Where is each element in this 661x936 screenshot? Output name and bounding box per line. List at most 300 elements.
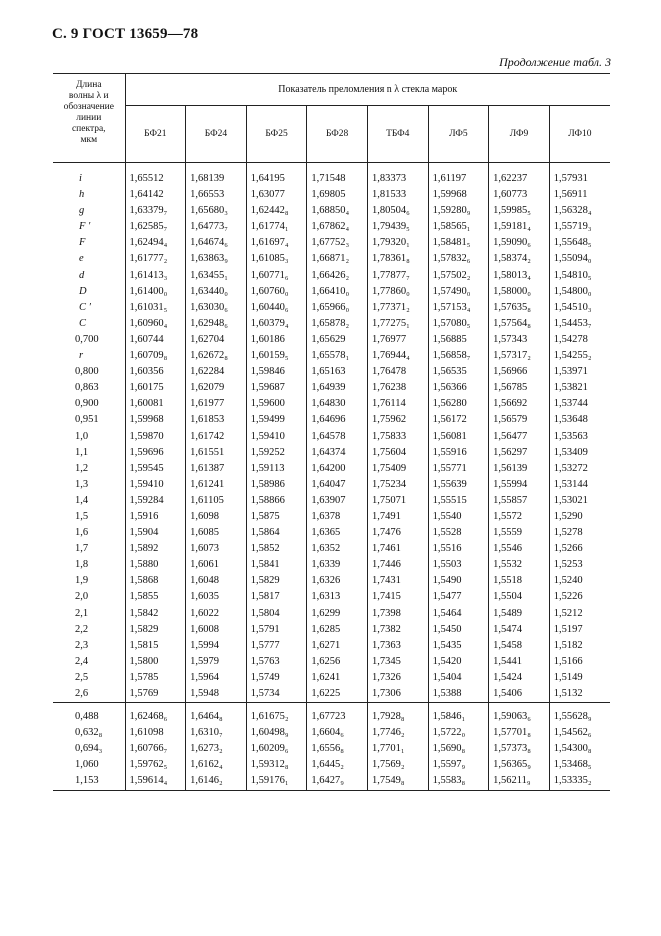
index-value-cell: 1,62079 bbox=[186, 380, 247, 396]
index-value-cell: 1,5435 bbox=[428, 638, 489, 654]
index-value-cell: 1,5240 bbox=[553, 575, 583, 587]
index-value-cell: 1,5490 bbox=[428, 573, 489, 589]
index-value-cell: 1,55094₀ bbox=[553, 253, 592, 265]
index-value-cell: 1,79320₁ bbox=[367, 235, 428, 251]
index-value-cell: 1,60960₄ bbox=[125, 316, 186, 332]
wavelength-cell: 1,5 bbox=[53, 509, 125, 525]
index-value-cell: 1,5800 bbox=[125, 654, 186, 670]
wavelength-cell: 2,3 bbox=[53, 638, 125, 654]
index-value-cell: 1,7446 bbox=[367, 557, 428, 573]
index-value-cell: 1,65578₁ bbox=[307, 348, 368, 364]
index-value-cell: 1,58866 bbox=[246, 493, 307, 509]
index-value-cell: 1,59284 bbox=[125, 493, 186, 509]
index-value-cell: 1,5388 bbox=[428, 686, 489, 703]
index-value-cell: 1,61031₅ bbox=[125, 300, 186, 316]
index-value-cell: 1,54255₂ bbox=[553, 350, 592, 362]
index-value-cell: 1,59312₈ bbox=[246, 757, 307, 773]
index-value-cell: 1,6073 bbox=[186, 541, 247, 557]
table-row bbox=[53, 364, 610, 380]
index-value-cell: 1,77860₀ bbox=[367, 284, 428, 300]
table-row bbox=[53, 268, 610, 284]
glass-header: ЛФ10 bbox=[549, 106, 610, 163]
index-value-cell: 1,6241 bbox=[307, 670, 368, 686]
wavelength-cell: 0,488 bbox=[53, 709, 125, 725]
index-value-cell: 1,63030₆ bbox=[186, 300, 247, 316]
index-value-cell: 1,57564₈ bbox=[489, 316, 550, 332]
index-value-cell: 1,55771 bbox=[428, 461, 489, 477]
index-value-cell: 1,60744 bbox=[125, 332, 186, 348]
index-value-cell: 1,62468₆ bbox=[125, 709, 186, 725]
table-row bbox=[53, 380, 610, 396]
wavelength-cell: i bbox=[53, 171, 125, 187]
index-value-cell: 1,5864 bbox=[246, 525, 307, 541]
wavelength-cell: D bbox=[53, 284, 125, 300]
index-value-cell: 1,5749 bbox=[246, 670, 307, 686]
index-value-cell: 1,59181₄ bbox=[489, 219, 550, 235]
index-value-cell: 1,6035 bbox=[186, 589, 247, 605]
index-value-cell: 1,59252 bbox=[246, 445, 307, 461]
wavelength-cell: F bbox=[53, 235, 125, 251]
index-value-cell: 1,56365₉ bbox=[489, 757, 550, 773]
table-row bbox=[53, 445, 610, 461]
index-value-cell: 1,53144 bbox=[553, 478, 588, 490]
index-value-cell: 1,6445₂ bbox=[307, 757, 368, 773]
index-value-cell: 1,5404 bbox=[428, 670, 489, 686]
index-value-cell: 1,57635₈ bbox=[489, 300, 550, 316]
index-value-cell: 1,5197 bbox=[553, 623, 583, 635]
index-value-cell: 1,7363 bbox=[367, 638, 428, 654]
index-value-cell: 1,60766₇ bbox=[125, 741, 186, 757]
index-value-cell: 1,5597₉ bbox=[428, 757, 489, 773]
index-value-cell: 1,56172 bbox=[428, 412, 489, 428]
index-value-cell: 1,61675₂ bbox=[246, 709, 307, 725]
wavelength-cell: e bbox=[53, 251, 125, 267]
index-value-cell: 1,6339 bbox=[307, 557, 368, 573]
index-value-cell: 1,68139 bbox=[186, 171, 247, 187]
index-value-cell: 1,60773 bbox=[489, 187, 550, 203]
index-value-cell: 1,60709₈ bbox=[125, 348, 186, 364]
index-value-cell: 1,62704 bbox=[186, 332, 247, 348]
table-row bbox=[53, 429, 610, 445]
index-value-cell: 1,76977 bbox=[367, 332, 428, 348]
index-value-cell: 1,6427₉ bbox=[307, 773, 368, 790]
wavelength-cell: 0,700 bbox=[53, 332, 125, 348]
index-value-cell: 1,5290 bbox=[553, 510, 583, 522]
table-row bbox=[53, 187, 610, 203]
index-value-cell: 1,5916 bbox=[125, 509, 186, 525]
index-value-cell: 1,56858₇ bbox=[428, 348, 489, 364]
table-row bbox=[53, 622, 610, 638]
table-row bbox=[53, 203, 610, 219]
index-value-cell: 1,6256 bbox=[307, 654, 368, 670]
index-value-cell: 1,54278 bbox=[553, 333, 588, 345]
index-value-cell: 1,75071 bbox=[367, 493, 428, 509]
wavelength-cell: 2,2 bbox=[53, 622, 125, 638]
index-value-cell: 1,59176₁ bbox=[246, 773, 307, 790]
index-value-cell: 1,5948 bbox=[186, 686, 247, 703]
index-value-cell: 1,56280 bbox=[428, 396, 489, 412]
index-value-cell: 1,6365 bbox=[307, 525, 368, 541]
index-value-cell: 1,76238 bbox=[367, 380, 428, 396]
wavelength-cell: 2,0 bbox=[53, 589, 125, 605]
index-value-cell: 1,59968 bbox=[125, 412, 186, 428]
index-value-cell: 1,57832₆ bbox=[428, 251, 489, 267]
index-value-cell: 1,59846 bbox=[246, 364, 307, 380]
index-value-cell: 1,66553 bbox=[186, 187, 247, 203]
table-row bbox=[53, 284, 610, 300]
table-row bbox=[53, 606, 610, 622]
index-value-cell: 1,6352 bbox=[307, 541, 368, 557]
index-value-cell: 1,5964 bbox=[186, 670, 247, 686]
index-value-cell: 1,6310₇ bbox=[186, 725, 247, 741]
index-value-cell: 1,64939 bbox=[307, 380, 368, 396]
refractive-index-group-header: Показатель преломления n λ стекла марок bbox=[125, 74, 610, 106]
index-value-cell: 1,54562₆ bbox=[553, 727, 592, 739]
index-value-cell: 1,62442₈ bbox=[246, 203, 307, 219]
index-value-cell: 1,64374 bbox=[307, 445, 368, 461]
index-value-cell: 1,64142 bbox=[125, 187, 186, 203]
index-value-cell: 1,75962 bbox=[367, 412, 428, 428]
index-value-cell: 1,60081 bbox=[125, 396, 186, 412]
index-value-cell: 1,5424 bbox=[489, 670, 550, 686]
index-value-cell: 1,5546 bbox=[489, 541, 550, 557]
index-value-cell: 1,53272 bbox=[553, 462, 588, 474]
index-value-cell: 1,60175 bbox=[125, 380, 186, 396]
index-value-cell: 1,6098 bbox=[186, 509, 247, 525]
index-value-cell: 1,6271 bbox=[307, 638, 368, 654]
index-value-cell: 1,62948₆ bbox=[186, 316, 247, 332]
index-value-cell: 1,64047 bbox=[307, 477, 368, 493]
index-value-cell: 1,57153₄ bbox=[428, 300, 489, 316]
index-value-cell: 1,59499 bbox=[246, 412, 307, 428]
table-row bbox=[53, 741, 610, 757]
wavelength-header-line: обозначение bbox=[63, 102, 114, 112]
glass-header: БФ21 bbox=[125, 106, 186, 163]
table-row bbox=[53, 509, 610, 525]
index-value-cell: 1,5559 bbox=[489, 525, 550, 541]
wavelength-cell: 1,9 bbox=[53, 573, 125, 589]
index-value-cell: 1,5572 bbox=[489, 509, 550, 525]
index-value-cell: 1,59410 bbox=[125, 477, 186, 493]
index-value-cell: 1,5841 bbox=[246, 557, 307, 573]
glass-header: ТБФ4 bbox=[367, 106, 428, 163]
table-row bbox=[53, 171, 610, 187]
index-value-cell: 1,61098 bbox=[125, 725, 186, 741]
index-value-cell: 1,58013₄ bbox=[489, 268, 550, 284]
table-row bbox=[53, 412, 610, 428]
index-value-cell: 1,60771₆ bbox=[246, 268, 307, 284]
table-row bbox=[53, 773, 610, 790]
index-value-cell: 1,6464₈ bbox=[186, 709, 247, 725]
index-value-cell: 1,6604₆ bbox=[307, 725, 368, 741]
table-row bbox=[53, 525, 610, 541]
index-value-cell: 1,55515 bbox=[428, 493, 489, 509]
index-value-cell: 1,5734 bbox=[246, 686, 307, 703]
index-value-cell: 1,57701₈ bbox=[489, 725, 550, 741]
table-row bbox=[53, 461, 610, 477]
index-value-cell: 1,58986 bbox=[246, 477, 307, 493]
glass-header: ЛФ9 bbox=[489, 106, 550, 163]
index-value-cell: 1,59696 bbox=[125, 445, 186, 461]
index-value-cell: 1,5791 bbox=[246, 622, 307, 638]
wavelength-cell: 1,1 bbox=[53, 445, 125, 461]
index-value-cell: 1,5504 bbox=[489, 589, 550, 605]
index-value-cell: 1,57080₅ bbox=[428, 316, 489, 332]
index-value-cell: 1,59113 bbox=[246, 461, 307, 477]
index-value-cell: 1,56211₉ bbox=[489, 773, 550, 790]
index-value-cell: 1,61551 bbox=[186, 445, 247, 461]
index-value-cell: 1,6378 bbox=[307, 509, 368, 525]
wavelength-cell: 1,8 bbox=[53, 557, 125, 573]
wavelength-cell: 1,2 bbox=[53, 461, 125, 477]
wavelength-cell: C bbox=[53, 316, 125, 332]
index-value-cell: 1,77275₁ bbox=[367, 316, 428, 332]
index-value-cell: 1,6273₂ bbox=[186, 741, 247, 757]
index-value-cell: 1,56328₄ bbox=[553, 205, 592, 217]
index-value-cell: 1,59762₅ bbox=[125, 757, 186, 773]
index-value-cell: 1,63440₀ bbox=[186, 284, 247, 300]
index-value-cell: 1,5226 bbox=[553, 591, 583, 603]
index-value-cell: 1,6299 bbox=[307, 606, 368, 622]
index-value-cell: 1,6022 bbox=[186, 606, 247, 622]
index-value-cell: 1,63379₇ bbox=[125, 203, 186, 219]
index-value-cell: 1,61697₄ bbox=[246, 235, 307, 251]
index-value-cell: 1,78361₈ bbox=[367, 251, 428, 267]
index-value-cell: 1,59063₆ bbox=[489, 709, 550, 725]
index-value-cell: 1,81533 bbox=[367, 187, 428, 203]
index-value-cell: 1,61105 bbox=[186, 493, 247, 509]
wavelength-cell: h bbox=[53, 187, 125, 203]
index-value-cell: 1,57931 bbox=[553, 173, 588, 184]
index-value-cell: 1,55916 bbox=[428, 445, 489, 461]
wavelength-header-line: линии bbox=[76, 113, 102, 123]
index-value-cell: 1,61777₂ bbox=[125, 251, 186, 267]
index-value-cell: 1,80504₆ bbox=[367, 203, 428, 219]
index-value-cell: 1,76114 bbox=[367, 396, 428, 412]
index-value-cell: 1,5777 bbox=[246, 638, 307, 654]
glass-header: БФ24 bbox=[186, 106, 247, 163]
index-value-cell: 1,5253 bbox=[553, 559, 583, 571]
index-value-cell: 1,5132 bbox=[553, 688, 583, 699]
index-value-cell: 1,5846₁ bbox=[428, 709, 489, 725]
index-value-cell: 1,65680₃ bbox=[186, 203, 247, 219]
index-value-cell: 1,7746₂ bbox=[367, 725, 428, 741]
index-value-cell: 1,61241 bbox=[186, 477, 247, 493]
index-value-cell: 1,62237 bbox=[489, 171, 550, 187]
index-value-cell: 1,7928₈ bbox=[367, 709, 428, 725]
index-value-cell: 1,53021 bbox=[553, 494, 588, 506]
index-value-cell: 1,67862₄ bbox=[307, 219, 368, 235]
index-value-cell: 1,60186 bbox=[246, 332, 307, 348]
index-value-cell: 1,5532 bbox=[489, 557, 550, 573]
wavelength-cell: 1,0 bbox=[53, 429, 125, 445]
index-value-cell: 1,61197 bbox=[428, 171, 489, 187]
wavelength-cell: F ′ bbox=[53, 219, 125, 235]
index-value-cell: 1,5182 bbox=[553, 639, 583, 651]
table-row bbox=[53, 541, 610, 557]
wavelength-cell: 2,5 bbox=[53, 670, 125, 686]
index-value-cell: 1,5875 bbox=[246, 509, 307, 525]
index-value-cell: 1,83373 bbox=[367, 171, 428, 187]
index-value-cell: 1,65512 bbox=[125, 171, 186, 187]
index-value-cell: 1,5489 bbox=[489, 606, 550, 622]
index-value-cell: 1,60159₅ bbox=[246, 348, 307, 364]
index-value-cell: 1,57373₈ bbox=[489, 741, 550, 757]
index-value-cell: 1,7306 bbox=[367, 686, 428, 703]
index-value-cell: 1,5516 bbox=[428, 541, 489, 557]
wavelength-header-line: волны λ и bbox=[68, 91, 109, 101]
index-value-cell: 1,64830 bbox=[307, 396, 368, 412]
index-value-cell: 1,65163 bbox=[307, 364, 368, 380]
wavelength-header-line: Длина bbox=[75, 80, 102, 90]
index-value-cell: 1,6556₈ bbox=[307, 741, 368, 757]
table-row bbox=[53, 332, 610, 348]
index-value-cell: 1,5166 bbox=[553, 655, 583, 667]
wavelength-cell: 1,7 bbox=[53, 541, 125, 557]
index-value-cell: 1,5406 bbox=[489, 686, 550, 703]
index-value-cell: 1,63907 bbox=[307, 493, 368, 509]
index-value-cell: 1,79439₅ bbox=[367, 219, 428, 235]
table-row bbox=[53, 493, 610, 509]
index-value-cell: 1,5540 bbox=[428, 509, 489, 525]
index-value-cell: 1,54510₃ bbox=[553, 301, 592, 313]
wavelength-cell: r bbox=[53, 348, 125, 364]
index-value-cell: 1,53468₅ bbox=[553, 759, 592, 771]
wavelength-cell: 2,1 bbox=[53, 606, 125, 622]
index-value-cell: 1,56579 bbox=[489, 412, 550, 428]
index-value-cell: 1,5477 bbox=[428, 589, 489, 605]
table-row bbox=[53, 300, 610, 316]
index-value-cell: 1,5892 bbox=[125, 541, 186, 557]
index-value-cell: 1,5149 bbox=[553, 671, 583, 683]
index-value-cell: 1,64200 bbox=[307, 461, 368, 477]
index-value-cell: 1,5815 bbox=[125, 638, 186, 654]
index-value-cell: 1,6085 bbox=[186, 525, 247, 541]
index-value-cell: 1,63863₉ bbox=[186, 251, 247, 267]
index-value-cell: 1,58565₁ bbox=[428, 219, 489, 235]
index-value-cell: 1,55994 bbox=[489, 477, 550, 493]
index-value-cell: 1,55857 bbox=[489, 493, 550, 509]
wavelength-cell: 1,3 bbox=[53, 477, 125, 493]
index-value-cell: 1,59985₅ bbox=[489, 203, 550, 219]
index-value-cell: 1,61774₁ bbox=[246, 219, 307, 235]
wavelength-cell: C ′ bbox=[53, 300, 125, 316]
index-value-cell: 1,5785 bbox=[125, 670, 186, 686]
index-value-cell: 1,5450 bbox=[428, 622, 489, 638]
index-value-cell: 1,5817 bbox=[246, 589, 307, 605]
index-value-cell: 1,56477 bbox=[489, 429, 550, 445]
index-value-cell: 1,7461 bbox=[367, 541, 428, 557]
index-value-cell: 1,62494₄ bbox=[125, 235, 186, 251]
wavelength-cell: 1,153 bbox=[53, 773, 125, 790]
table-row bbox=[53, 573, 610, 589]
index-value-cell: 1,62672₈ bbox=[186, 348, 247, 364]
index-value-cell: 1,5518 bbox=[489, 573, 550, 589]
index-value-cell: 1,7491 bbox=[367, 509, 428, 525]
index-value-cell: 1,5880 bbox=[125, 557, 186, 573]
index-value-cell: 1,56966 bbox=[489, 364, 550, 380]
index-value-cell: 1,75409 bbox=[367, 461, 428, 477]
wavelength-cell: 0,694₃ bbox=[53, 741, 125, 757]
table-row bbox=[53, 348, 610, 364]
index-value-cell: 1,60760₀ bbox=[246, 284, 307, 300]
index-value-cell: 1,55628₉ bbox=[553, 711, 592, 723]
index-value-cell: 1,75833 bbox=[367, 429, 428, 445]
index-value-cell: 1,59545 bbox=[125, 461, 186, 477]
index-value-cell: 1,56911 bbox=[553, 189, 588, 201]
index-value-cell: 1,53335₂ bbox=[549, 773, 610, 790]
refractive-index-table bbox=[53, 73, 610, 791]
index-value-cell: 1,58000₀ bbox=[489, 284, 550, 300]
table-row bbox=[53, 757, 610, 773]
index-value-cell: 1,57490₀ bbox=[428, 284, 489, 300]
table-row bbox=[53, 686, 610, 703]
index-value-cell: 1,54300₈ bbox=[553, 743, 592, 755]
index-value-cell: 1,59600 bbox=[246, 396, 307, 412]
index-value-cell: 1,59410 bbox=[246, 429, 307, 445]
index-value-cell: 1,71548 bbox=[307, 171, 368, 187]
index-value-cell: 1,61742 bbox=[186, 429, 247, 445]
index-value-cell: 1,5690₈ bbox=[428, 741, 489, 757]
glass-header: ЛФ5 bbox=[428, 106, 489, 163]
index-value-cell: 1,5464 bbox=[428, 606, 489, 622]
index-value-cell: 1,61977 bbox=[186, 396, 247, 412]
index-value-cell: 1,5722₀ bbox=[428, 725, 489, 741]
index-value-cell: 1,6146₂ bbox=[186, 773, 247, 790]
wavelength-header-line: спектра, bbox=[71, 124, 106, 134]
table-row bbox=[53, 638, 610, 654]
index-value-cell: 1,77371₂ bbox=[367, 300, 428, 316]
table-row bbox=[53, 251, 610, 267]
index-value-cell: 1,5474 bbox=[489, 622, 550, 638]
index-value-cell: 1,6225 bbox=[307, 686, 368, 703]
index-value-cell: 1,75234 bbox=[367, 477, 428, 493]
index-value-cell: 1,5804 bbox=[246, 606, 307, 622]
index-value-cell: 1,56885 bbox=[428, 332, 489, 348]
index-value-cell: 1,59870 bbox=[125, 429, 186, 445]
wavelength-cell: d bbox=[53, 268, 125, 284]
index-value-cell: 1,57317₂ bbox=[489, 348, 550, 364]
index-value-cell: 1,5266 bbox=[553, 543, 583, 555]
wavelength-cell: 0,800 bbox=[53, 364, 125, 380]
index-value-cell: 1,60440₆ bbox=[246, 300, 307, 316]
table-row bbox=[53, 654, 610, 670]
wavelength-cell: g bbox=[53, 203, 125, 219]
index-value-cell: 1,53744 bbox=[553, 398, 588, 410]
wavelength-column-header bbox=[53, 74, 125, 163]
page-header: С. 9 ГОСТ 13659—78 bbox=[52, 26, 199, 42]
index-value-cell: 1,67752₃ bbox=[307, 235, 368, 251]
glass-header: БФ28 bbox=[307, 106, 368, 163]
index-value-cell: 1,56785 bbox=[489, 380, 550, 396]
index-value-cell: 1,63077 bbox=[246, 187, 307, 203]
index-value-cell: 1,55639 bbox=[428, 477, 489, 493]
index-value-cell: 1,53971 bbox=[553, 366, 588, 378]
index-value-cell: 1,56366 bbox=[428, 380, 489, 396]
index-value-cell: 1,59280₉ bbox=[428, 203, 489, 219]
wavelength-cell: 0,863 bbox=[53, 380, 125, 396]
index-value-cell: 1,5458 bbox=[489, 638, 550, 654]
index-value-cell: 1,6162₄ bbox=[186, 757, 247, 773]
index-value-cell: 1,7476 bbox=[367, 525, 428, 541]
index-value-cell: 1,54810₅ bbox=[553, 269, 592, 281]
wavelength-cell: 1,6 bbox=[53, 525, 125, 541]
index-value-cell: 1,7549₈ bbox=[367, 773, 428, 790]
index-value-cell: 1,5528 bbox=[428, 525, 489, 541]
index-value-cell: 1,5278 bbox=[553, 527, 583, 539]
index-value-cell: 1,65878₂ bbox=[307, 316, 368, 332]
index-value-cell: 1,61853 bbox=[186, 412, 247, 428]
